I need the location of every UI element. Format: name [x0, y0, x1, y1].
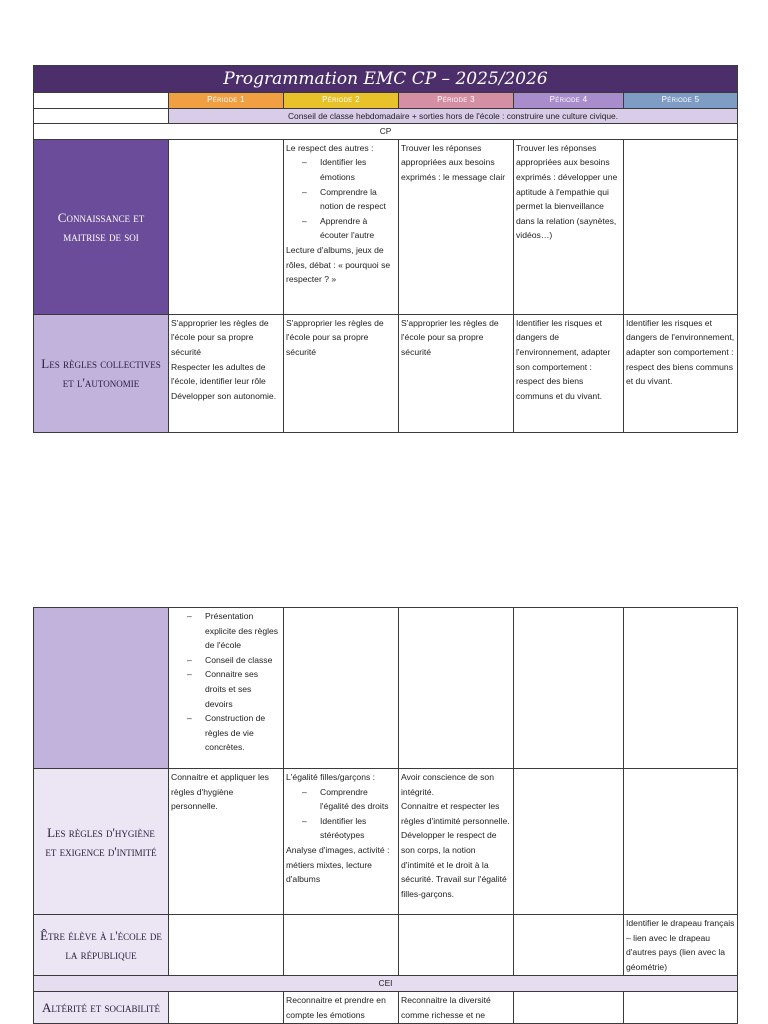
- cell-regles-p3: S'approprier les règles de l'école pour sa propre sécurité: [399, 314, 514, 432]
- cell-alterite-p5: [624, 991, 738, 1023]
- cell-text: L'égalité filles/garçons :: [286, 772, 376, 782]
- cp-subheader: CP: [34, 124, 738, 140]
- cell-regles-continued-p3: [399, 608, 514, 769]
- cell-hygiene-p3: Avoir conscience de son intégrité. Connaitre et respecter les règles d'intimité personnelle. Développer le respect de son corps, la notion d'intimité et le droit à la sécurité. Travail sur l'égalité filles-garçons.: [399, 769, 514, 915]
- cell-text: Lecture d'albums, jeux de rôles, débat : « pourquoi se respecter ? »: [286, 244, 391, 285]
- cell-connaissance-p5: [624, 139, 738, 314]
- cell-regles-p5: Identifier les risques et dangers de l'environnement, adapter son comportement : respect des biens communs et du vivant.: [624, 314, 738, 432]
- list-item: – Présentation explicite des règles de l'école: [171, 609, 281, 653]
- cell-hygiene-p2: [284, 769, 399, 915]
- cell-text: Le respect des autres :: [286, 142, 374, 153]
- period-header-1: Période 1: [169, 93, 284, 109]
- bullet-list: [286, 155, 396, 243]
- list-item: – Apprendre à écouter l'autre: [286, 214, 396, 243]
- list-item: – Conseil de classe: [171, 653, 281, 668]
- culture-civique-band: Conseil de classe hebdomadaire + sorties hors de l'école : construire une culture civique.: [169, 108, 738, 124]
- list-item: – Identifier les émotions: [286, 155, 396, 184]
- cell-eleve-p2: [284, 915, 399, 976]
- cell-alterite-p2: Reconnaitre et prendre en compte les émotions: [284, 991, 399, 1023]
- cell-eleve-p3: [399, 915, 514, 976]
- list-item: – Connaitre ses droits et ses devoirs: [171, 667, 281, 711]
- row-header-eleve: Être élève à l'école de la république: [34, 915, 169, 976]
- cell-regles-continued-p5: [624, 608, 738, 769]
- list-item: – Identifier les stéréotypes: [286, 814, 396, 843]
- programmation-table-page2: [33, 607, 738, 1024]
- list-item: – Comprendre la notion de respect: [286, 185, 396, 214]
- cell-regles-continued-p4: [514, 608, 624, 769]
- cell-text: Analyse d'images, activité : métiers mixtes, lecture d'albums: [286, 844, 390, 885]
- page-title: Programmation EMC CP – 2025/2026: [34, 66, 738, 93]
- cell-regles-p1: S'approprier les règles de l'école pour sa propre sécurité Respecter les adultes de l'école, identifier leur rôle Développer son autonomie.: [169, 314, 284, 432]
- cell-regles-p2: S'approprier les règles de l'école pour sa propre sécurité: [284, 314, 399, 432]
- row-header-hygiene: Les règles d'hygiène et exigence d'intimité: [34, 769, 169, 915]
- cell-connaissance-p4: Trouver les réponses appropriées aux besoins exprimés : développer une aptitude à l'empathie qui permet la bienveillance dans la relation (saynètes, vidéos…): [514, 139, 624, 314]
- cell-connaissance-p3: Trouver les réponses appropriées aux besoins exprimés : le message clair: [399, 139, 514, 314]
- list-item: – Comprendre l'égalité des droits: [286, 785, 396, 814]
- corner-cell: [34, 93, 169, 109]
- cell-alterite-p3: Reconnaitre la diversité comme richesse et ne: [399, 991, 514, 1023]
- cell-hygiene-p5: [624, 769, 738, 915]
- cell-eleve-p4: [514, 915, 624, 976]
- list-item: – Construction de règles de vie concrètes.: [171, 711, 281, 755]
- cell-regles-continued-p2: [284, 608, 399, 769]
- cell-connaissance-p1: [169, 139, 284, 314]
- cell-hygiene-p4: [514, 769, 624, 915]
- programmation-table-page1: [33, 65, 738, 433]
- period-header-2: Période 2: [284, 93, 399, 109]
- cell-alterite-p1: [169, 991, 284, 1023]
- cell-regles-continued-p1: [169, 608, 284, 769]
- band-empty-cell: [34, 108, 169, 124]
- cell-connaissance-p2: [284, 139, 399, 314]
- row-header-regles-continued: [34, 608, 169, 769]
- period-header-5: Période 5: [624, 93, 738, 109]
- cell-eleve-p1: [169, 915, 284, 976]
- bullet-list: [286, 785, 396, 843]
- row-header-connaissance: Connaissance et maitrise de soi: [34, 139, 169, 314]
- cell-eleve-p5: Identifier le drapeau français – lien avec le drapeau d'autres pays (lien avec la géométrie): [624, 915, 738, 976]
- cell-hygiene-p1: Connaitre et appliquer les règles d'hygiène personnelle.: [169, 769, 284, 915]
- cell-alterite-p4: [514, 991, 624, 1023]
- cei-subheader: CEI: [34, 976, 738, 992]
- period-header-4: Période 4: [514, 93, 624, 109]
- row-header-alterite: Altérité et sociabilité: [34, 991, 169, 1023]
- bullet-list: [171, 609, 281, 755]
- cell-regles-p4: Identifier les risques et dangers de l'environnement, adapter son comportement : respect des biens communs et du vivant.: [514, 314, 624, 432]
- row-header-regles: Les règles collectives et l'autonomie: [34, 314, 169, 432]
- period-header-3: Période 3: [399, 93, 514, 109]
